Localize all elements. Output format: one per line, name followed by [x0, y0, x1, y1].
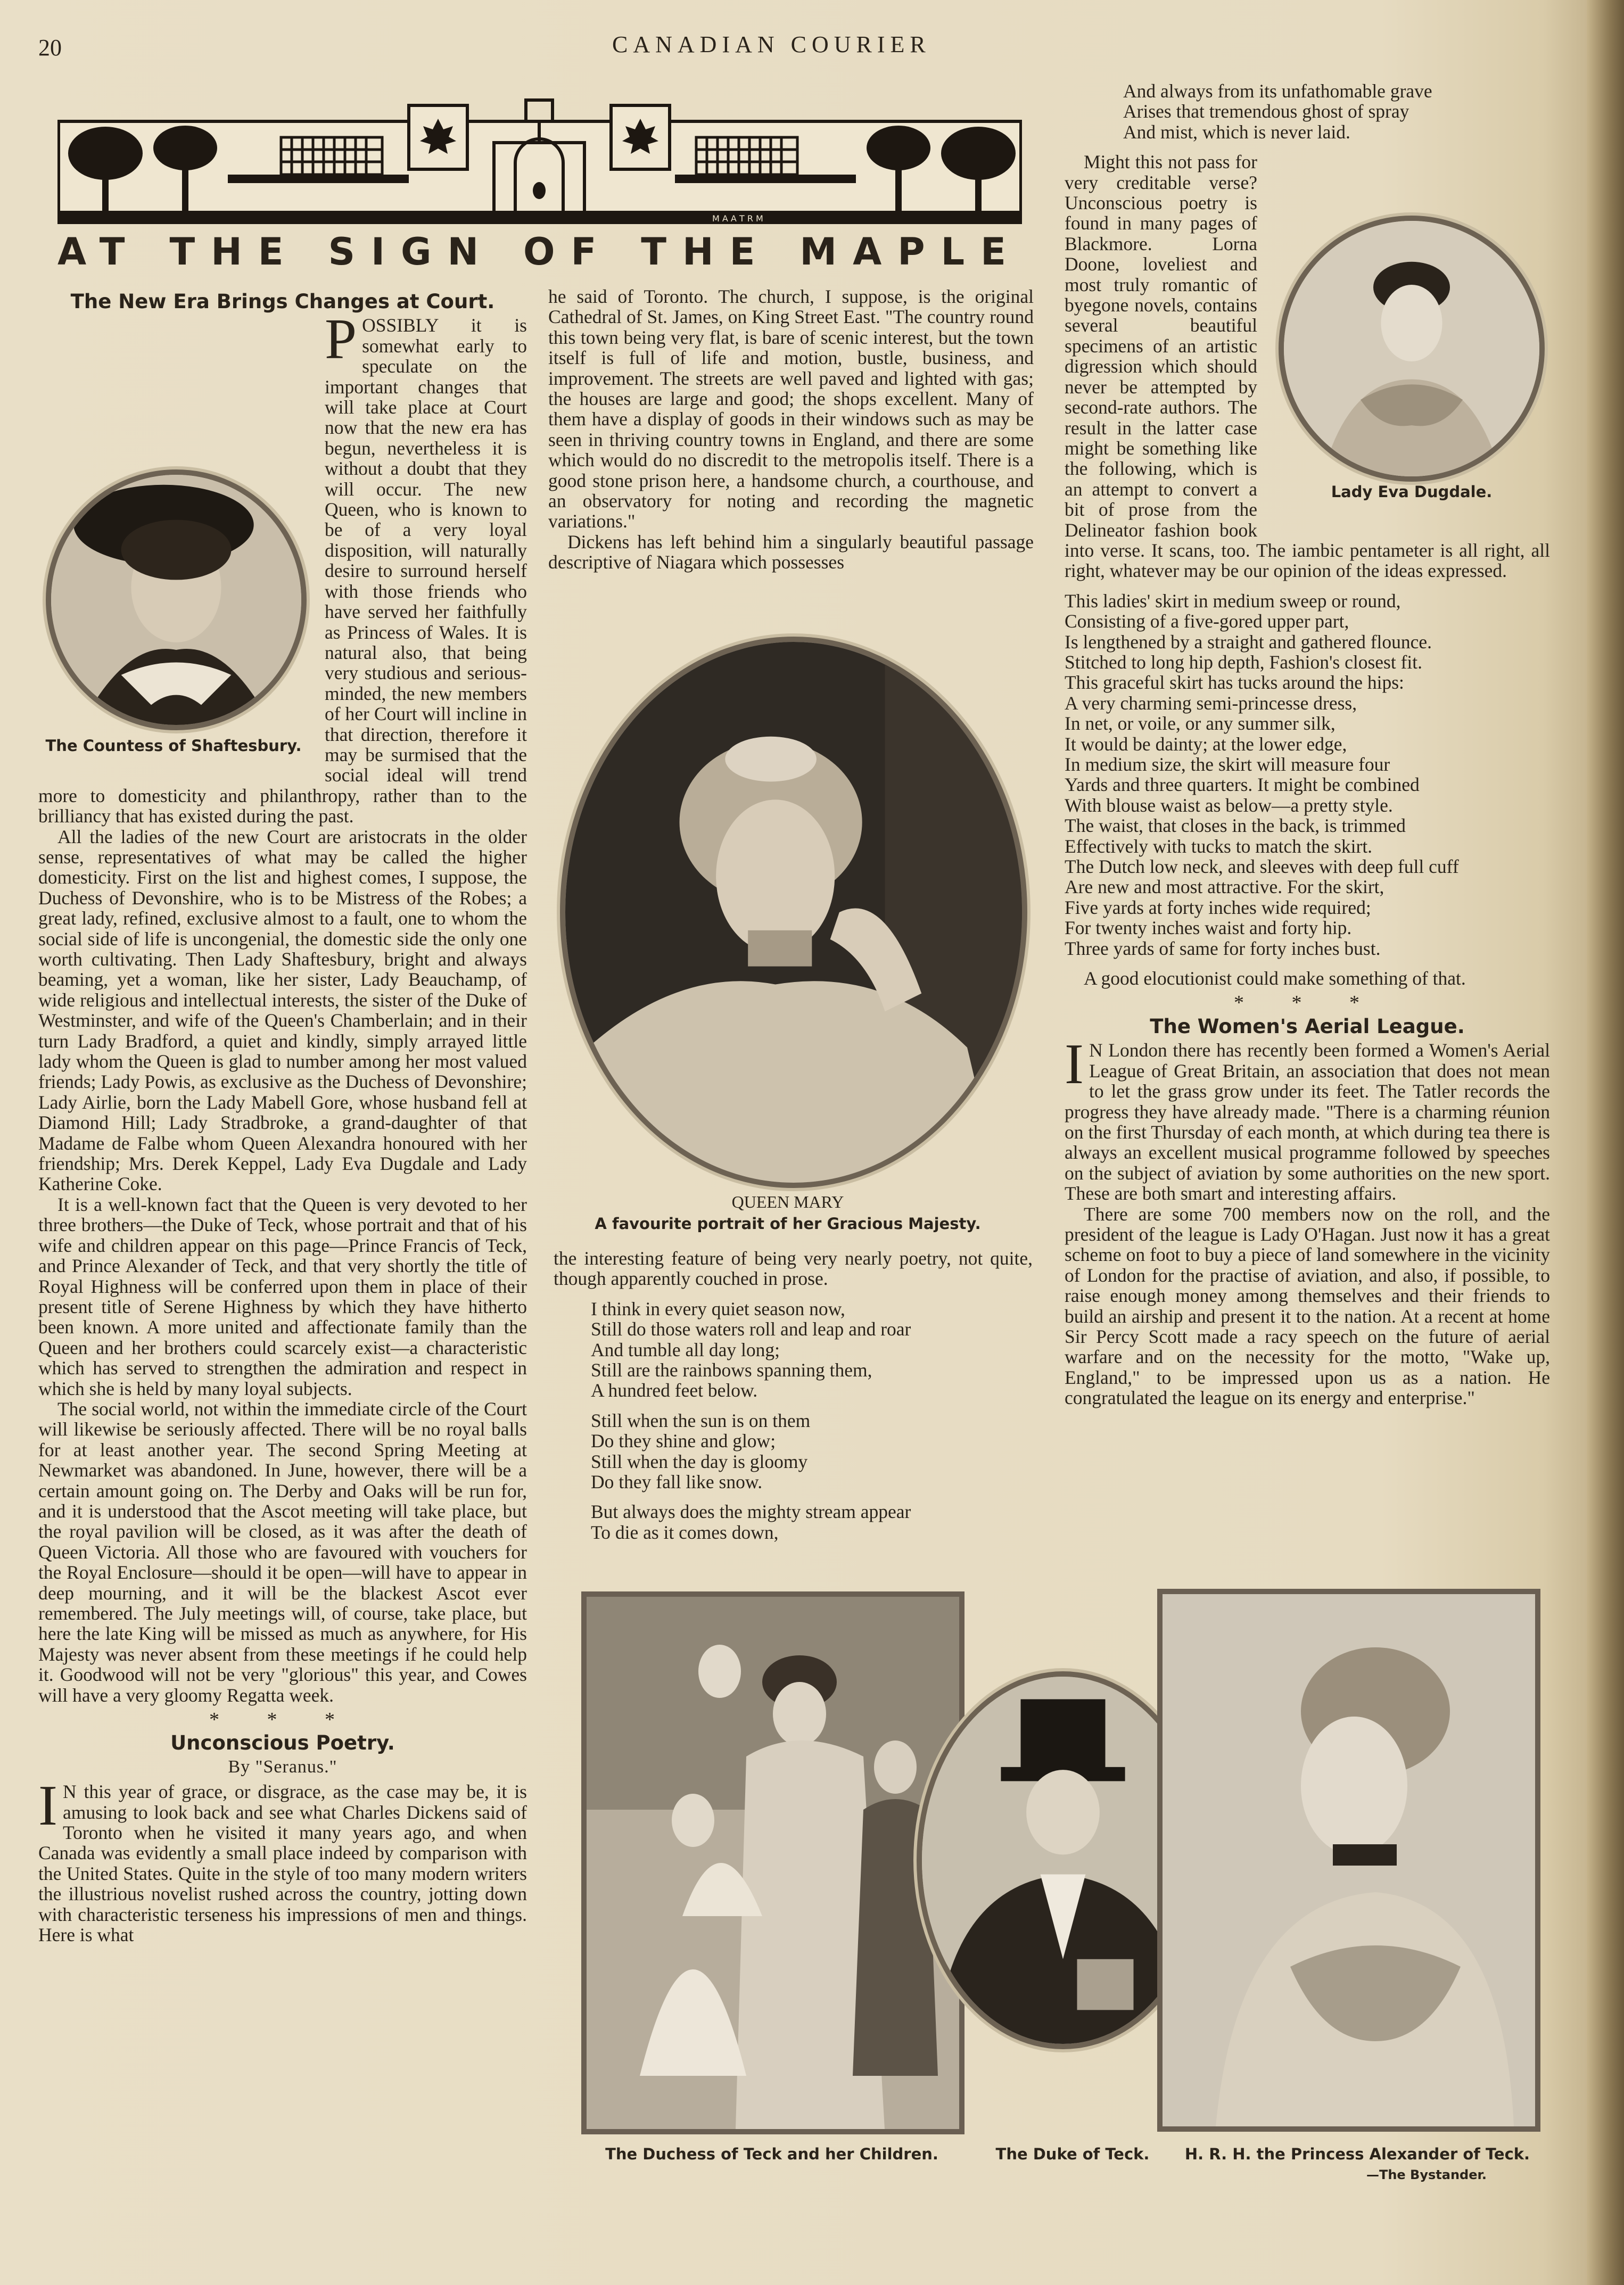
caption-duchess-of-teck-and-children: The Duchess of Teck and her Children.	[605, 2145, 938, 2163]
page-number: 20	[38, 35, 62, 61]
poem-line: In net, or voile, or any summer silk,	[1065, 713, 1336, 735]
poem-line: Three yards of same for forty inches bust.	[1065, 937, 1381, 959]
poem-line: The waist, that closes in the back, is trimmed	[1065, 815, 1406, 837]
poem-line: And tumble all day long;	[591, 1339, 780, 1360]
section-title-word: OF	[523, 230, 613, 274]
paragraph: OSSIBLY it is somewhat early to speculate on the important changes that will take place at Court now that the new era has begun, nevertheless it is without a doubt that they will occur. The new Queen, who is known to be of a very loyal disposition, will naturally desire to surround herself with those friends who have served her faithfully as Princess of Wales. It is natural also, that being very studious and serious-minded, the new members of her Court will incline in that direction, therefore it may be surmised that the social ideal will trend more to domesticity and philanthropy, rather than to the brilliancy that has existed during the past.	[38, 315, 527, 827]
poem-line: A very charming semi-princesse dress,	[1065, 692, 1357, 714]
poem-line: Do they shine and glow;	[591, 1430, 776, 1452]
photo-duchess-of-teck-and-children	[581, 1591, 964, 2134]
column-3	[1065, 81, 1550, 1408]
poem-line: Arises that tremendous ghost of spray	[1123, 101, 1409, 122]
section-title	[57, 230, 1022, 273]
poem-line: This ladies' skirt in medium sweep or round,	[1065, 590, 1401, 612]
paragraph: N London there has recently been formed a Women's Aerial League of Great Britain, an association that does not mean to let the grass grow under its feet. The Tatler records the progress they have already made. "There is a charming réunion on the first Thursday of each month, at which during tea there is always an excellent musical programme followed by speeches on the subject of aviation by some authorities on the new sport. These are both smart and interesting affairs.	[1065, 1040, 1550, 1205]
poem-stanza-3	[591, 1502, 1033, 1542]
paragraph: Dickens has left behind him a singularly beautiful passage descriptive of Niagara which possesses	[548, 531, 1034, 573]
poem-line: With blouse waist as below—a pretty style.	[1065, 794, 1393, 816]
poem-line: It would be dainty; at the lower edge,	[1065, 733, 1347, 755]
poem-line: But always does the mighty stream appear	[591, 1501, 911, 1523]
poem-line: Consisting of a five-gored upper part,	[1065, 611, 1349, 632]
poem-line: The Dutch low neck, and sleeves with deep full cuff	[1065, 856, 1459, 878]
poem-line: Still do those waters roll and leap and roar	[591, 1318, 911, 1340]
paragraph: There are some 700 members now on the roll, and the president of the league is Lady O'Hagan. Just now it has a great scheme on foot to buy a piece of land somewhere in the vicinity of London for the practise of aviation, and also, if possible, to raise enough money among themselves and their friends to build an airship and present it to the nation. At a recent at home Sir Percy Scott made a racy speech on the future of aerial warfare and on the necessity for the motto, "Wake up, England," to be impressed upon us as a nation. He congratulated the league on its energy and enterprise."	[1065, 1203, 1550, 1409]
caption-queen-mary-name: QUEEN MARY	[731, 1192, 844, 1211]
caption-princess-alexander-of-teck: H. R. H. the Princess Alexander of Teck.	[1184, 2145, 1530, 2163]
caption-queen-mary-sub: A favourite portrait of her Gracious Majesty.	[595, 1215, 981, 1233]
caption-countess-of-shaftesbury: The Countess of Shaftesbury.	[45, 737, 302, 755]
photo-countess-of-shaftesbury	[46, 469, 307, 730]
paragraph: The social world, not within the immediate circle of the Court will likewise be seriously affected. There will be no royal balls for at least another year. The second Spring Meeting at Newmarket was abandoned. In June, however, there will be a certain amount going on. The Derby and Oaks will be run for, and it is understood that the Ascot meeting will take place, but the royal pavilion will be closed, as it was after the death of Queen Victoria. All those who are favoured with vouchers for the Royal Enclosure—should it be open—will have to appear in deep mourning, and it will be the blackest Ascot ever remembered. The July meetings will, of course, take place, but here the late King will be missed as much as anywhere, for His Majesty was never absent from these meetings if he could help it. Goodwood will not be very "glorious" this year, and Cowes will have a very gloomy Regatta week.	[38, 1398, 527, 1706]
section-title-word: THE	[169, 230, 300, 274]
book-spine-shadow	[1587, 0, 1624, 2285]
section-title-word: THE	[641, 230, 771, 274]
maple-banner-illustration	[57, 95, 1022, 225]
poem-line: And mist, which is never laid.	[1123, 121, 1350, 143]
poem-line: Yards and three quarters. It might be combined	[1065, 774, 1420, 796]
article-title-aerial-league: The Women's Aerial League.	[1150, 1014, 1465, 1038]
article-title-poetry: Unconscious Poetry.	[170, 1731, 395, 1755]
poem-line: And always from its unfathomable grave	[1123, 80, 1432, 102]
paragraph: the interesting feature of being very nearly poetry, not quite, though apparently couched in prose.	[554, 1248, 1033, 1290]
paragraph: A good elocutionist could make something of that.	[1084, 968, 1466, 989]
column-2	[548, 286, 1034, 573]
poem-line: Effectively with tucks to match the skirt.	[1065, 835, 1373, 857]
poem-line: Five yards at forty inches wide required;	[1065, 896, 1371, 918]
byline: By "Seranus."	[228, 1756, 337, 1777]
paragraph: It is a well-known fact that the Queen is very devoted to her three brothers—the Duke of Teck, whose portrait and that of his wife and children appear on this page—Prince Francis of Teck, and Prince Alexander of Teck, and that very shortly the title of Royal Highness will be conferred upon them in place of their present title of Serene Highness by which they have hitherto been known. A more united and affectionate family than the Queen and her brothers could scarcely exist—a characteristic which has served to strengthen the admiration and respect in which she is held by many loyal subjects.	[38, 1193, 527, 1399]
poem-line: I think in every quiet season now,	[591, 1298, 845, 1319]
photo-princess-alexander-of-teck	[1157, 1589, 1540, 2132]
article-title-court: The New Era Brings Changes at Court.	[70, 290, 495, 313]
poem-line: This graceful skirt has tucks around the hips:	[1065, 672, 1404, 694]
dugdale-photo-float	[1268, 216, 1555, 530]
paragraph: he said of Toronto. The church, I suppose, is the original Cathedral of St. James, on King Street East. "The country round this town being very flat, is bare of scenic interest, but the town itself is full of life and motion, bustle, business, and improvement. The streets are well paved and lighted with gas; the houses are large and good; the shops excellent. Many of them have a display of goods in their windows such as may be seen in thriving country towns in England, and there are some which would do no discredit to the metropolis itself. There is a good stone prison here, a handsome church, a courthouse, and an observatory for noting and recording the magnetic variations."	[548, 286, 1034, 532]
poem-stanza-5	[1065, 591, 1550, 959]
poem-line: Is lengthened by a straight and gathered flounce.	[1065, 631, 1432, 653]
poem-line: In medium size, the skirt will measure four	[1065, 754, 1390, 775]
shaftesbury-photo-float	[35, 469, 317, 768]
drop-cap-p: P	[325, 308, 357, 372]
poem-line: Still when the day is gloomy	[591, 1450, 808, 1472]
paragraph: N this year of grace, or disgrace, as the case may be, it is amusing to look back and see what Charles Dickens said of Toronto when he visited it many years ago, and when Canada was evidently a small place indeed by comparison with the United States. Quite in the style of too many modern writers the illustrious novelist rushed across the country, jotting down with characteristic terseness his impressions of men and things. Here is what	[38, 1781, 527, 1946]
caption-lady-eva-dugdale: Lady Eva Dugdale.	[1331, 483, 1493, 501]
poem-line: Stitched to long hip depth, Fashion's closest fit.	[1065, 651, 1422, 673]
drop-cap-i: I	[1065, 1033, 1084, 1096]
poem-line: Still when the sun is on them	[591, 1409, 811, 1431]
poem-line: Still are the rainbows spanning them,	[591, 1359, 872, 1381]
poem-line: For twenty inches waist and forty hip.	[1065, 917, 1352, 939]
poem-line: Are new and most attractive. For the skirt,	[1065, 876, 1384, 898]
photo-credit: —The Bystander.	[1366, 2167, 1487, 2182]
photo-lady-eva-dugdale	[1279, 216, 1545, 482]
section-divider-stars: * * *	[1234, 992, 1381, 1014]
column-1	[38, 292, 527, 1945]
running-head: CANADIAN COURIER	[612, 31, 931, 57]
section-title-word: AT	[57, 230, 141, 274]
poem-line: To die as it comes down,	[591, 1521, 779, 1543]
caption-duke-of-teck: The Duke of Teck.	[995, 2145, 1150, 2163]
column-2-lower	[554, 1248, 1033, 1552]
paragraph: All the ladies of the new Court are aristocrats in the older sense, representatives of what may be called the higher domesticity. First on the list and highest comes, I suppose, the Duchess of Devonshire, who is to be Mistress of the Robes; a great lady, refined, exclusive almost to a fault, one to whom the social side of life is uncongenial, the domestic side the only one worth cultivating. Then Lady Shaftesbury, bright and always beaming, yet a woman, like her sister, Lady Beauchamp, of wide religious and intellectual interests, the sister of the Duke of Westminster, and wife of the Queen's Chamberlain; and in their turn Lady Bradford, a quiet and kindly, simply arrayed little lady whom the Queen is glad to number among her most valued friends; Lady Powis, as exclusive as the Duchess of Devonshire; Lady Airlie, born the Lady Mabell Gore, whose husband fell at Diamond Hill; Lady Stradbroke, a grand-daughter of that Madame de Falbe whom Queen Alexandra honoured with her friendship; Mrs. Derek Keppel, Lady Eva Dugdale and Lady Katherine Coke.	[38, 826, 527, 1195]
drop-cap-i: I	[38, 1774, 57, 1838]
poem-line: Do they fall like snow.	[591, 1471, 763, 1493]
paragraph: Might this not pass for very creditable verse? Unconscious poetry is found in many pages of Blackmore. Lorna Doone, loveliest and most truly romantic of byegone novels, contains several beautiful specimens of an artistic digression which should never be attempted by second-rate authors. The result in the latter case might be something like the following, which is an attempt to convert a bit of prose from the Delineator fashion book into verse. It scans, too. The iambic pentameter is all right, all right, whatever may be our opinion of the ideas expressed.	[1065, 151, 1550, 582]
section-divider-stars: * * *	[209, 1709, 356, 1731]
section-title-word: MAPLE	[799, 230, 1022, 274]
section-title-word: SIGN	[328, 230, 495, 274]
banner-maker-mark: M A A T R M	[712, 213, 763, 224]
poem-line: A hundred feet below.	[591, 1380, 758, 1401]
poem-stanza-2	[591, 1410, 1033, 1492]
poem-stanza-1	[591, 1299, 1033, 1401]
photo-queen-mary	[560, 637, 1027, 1188]
poem-stanza-4	[1123, 81, 1550, 142]
